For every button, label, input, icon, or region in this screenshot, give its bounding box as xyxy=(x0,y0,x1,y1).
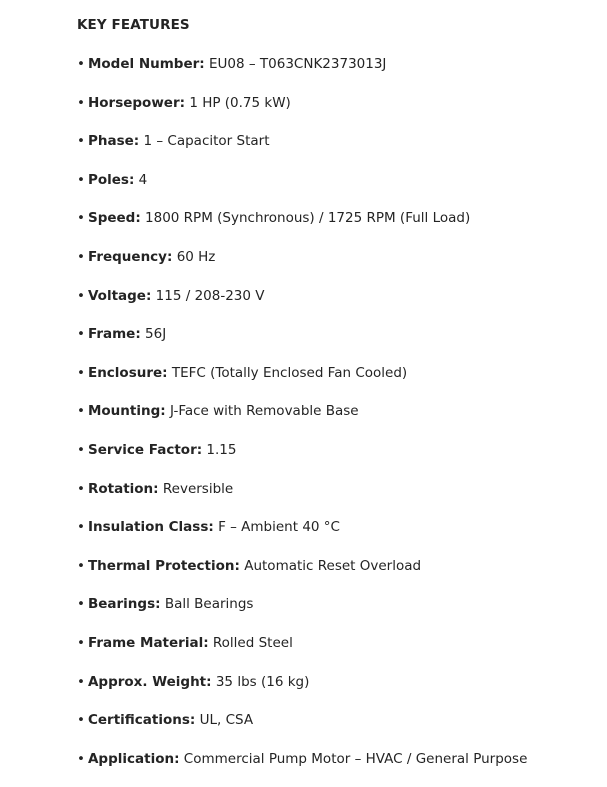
bullet: • xyxy=(77,673,85,690)
feature-list xyxy=(77,54,597,769)
feature-label: Frequency: xyxy=(87,248,173,265)
bullet: • xyxy=(77,712,85,729)
feature-item xyxy=(77,633,597,653)
feature-item xyxy=(77,672,597,692)
bullet: • xyxy=(77,94,85,111)
bullet: • xyxy=(77,750,85,767)
feature-value: Rolled Steel xyxy=(212,634,293,651)
feature-value: EU08 – T063CNK2373013J xyxy=(208,56,387,72)
feature-value: UL, CSA xyxy=(199,712,254,729)
feature-item xyxy=(77,93,597,113)
feature-label: Thermal Protection: xyxy=(87,557,240,574)
key-features-section xyxy=(77,15,597,787)
feature-item xyxy=(77,131,597,151)
feature-item xyxy=(77,324,597,344)
feature-label: Enclosure: xyxy=(87,364,168,381)
bullet: • xyxy=(77,56,85,72)
bullet: • xyxy=(77,248,85,265)
feature-value: TEFC (Totally Enclosed Fan Cooled) xyxy=(171,364,408,381)
feature-label: Mounting: xyxy=(87,403,166,420)
feature-label: Model Number: xyxy=(87,56,205,72)
bullet: • xyxy=(77,480,85,497)
bullet: • xyxy=(77,364,85,381)
feature-label: Insulation Class: xyxy=(87,519,214,536)
feature-value: 4 xyxy=(138,171,148,188)
bullet: • xyxy=(77,403,85,420)
bullet: • xyxy=(77,557,85,574)
feature-item xyxy=(77,363,597,383)
feature-value: Automatic Reset Overload xyxy=(244,557,422,574)
bullet: • xyxy=(77,634,85,651)
feature-item xyxy=(77,440,597,460)
bullet: • xyxy=(77,441,85,458)
feature-value: 56J xyxy=(145,326,167,343)
feature-label: Service Factor: xyxy=(87,441,203,458)
bullet: • xyxy=(77,287,85,304)
feature-item xyxy=(77,710,597,730)
feature-label: Frame Material: xyxy=(87,634,209,651)
feature-value: 1 – Capacitor Start xyxy=(143,133,270,150)
feature-label: Bearings: xyxy=(87,596,161,613)
feature-value: F – Ambient 40 °C xyxy=(218,519,340,536)
bullet: • xyxy=(77,171,85,188)
bullet: • xyxy=(77,133,85,150)
feature-item xyxy=(77,247,597,267)
feature-label: Approx. Weight: xyxy=(87,673,212,690)
feature-value: 35 lbs (16 kg) xyxy=(215,673,310,690)
bullet: • xyxy=(77,596,85,613)
feature-value: 1.15 xyxy=(206,441,237,458)
feature-label: Poles: xyxy=(87,171,135,188)
feature-label: Frame: xyxy=(87,326,141,343)
feature-label: Application: xyxy=(87,750,180,767)
feature-label: Phase: xyxy=(87,133,140,150)
feature-label: Speed: xyxy=(87,210,141,227)
feature-item xyxy=(77,170,597,190)
feature-value: Ball Bearings xyxy=(164,596,254,613)
bullet: • xyxy=(77,326,85,343)
section-heading: KEY FEATURES xyxy=(77,17,190,33)
feature-value: 1800 RPM (Synchronous) / 1725 RPM (Full Load) xyxy=(145,210,471,227)
feature-item xyxy=(77,517,597,537)
feature-label: Voltage: xyxy=(87,287,152,304)
feature-item xyxy=(77,594,597,614)
feature-item xyxy=(77,401,597,421)
feature-item xyxy=(77,479,597,499)
feature-item xyxy=(77,286,597,306)
feature-item xyxy=(77,749,597,769)
feature-label: Horsepower: xyxy=(87,94,186,111)
feature-label: Rotation: xyxy=(87,480,159,497)
feature-item xyxy=(77,556,597,576)
feature-item xyxy=(77,54,597,74)
bullet: • xyxy=(77,519,85,536)
feature-value: 115 / 208-230 V xyxy=(155,287,265,304)
feature-value: 1 HP (0.75 kW) xyxy=(189,94,291,111)
feature-value: J-Face with Removable Base xyxy=(169,403,359,420)
feature-item xyxy=(77,208,597,228)
feature-value: 60 Hz xyxy=(176,248,216,265)
feature-value: Commercial Pump Motor – HVAC / General Purpose xyxy=(183,750,528,767)
bullet: • xyxy=(77,210,85,227)
feature-value: Reversible xyxy=(162,480,234,497)
feature-label: Certifications: xyxy=(87,712,196,729)
